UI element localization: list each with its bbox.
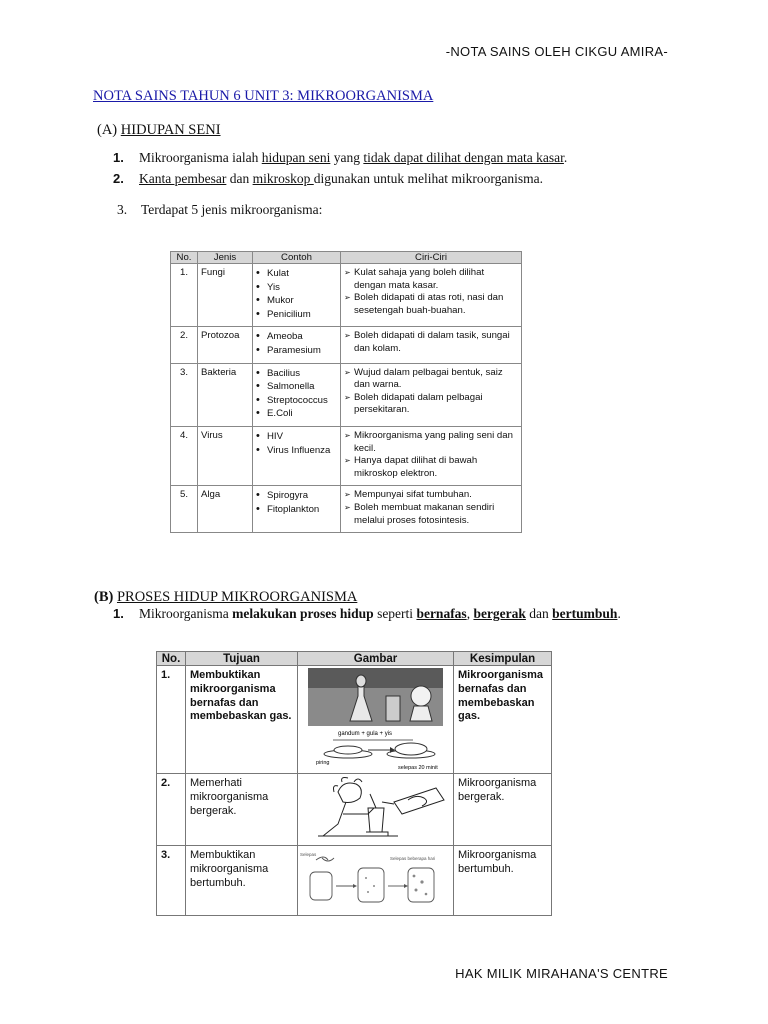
list-number: 2. xyxy=(113,171,124,186)
cell-no: 1. xyxy=(171,264,198,327)
cell-contoh xyxy=(253,486,341,533)
col-header: Contoh xyxy=(253,252,341,264)
list-item: ➢ Kulat sahaja yang boleh dilihat dengan mata kasar. xyxy=(344,267,518,292)
cell-contoh xyxy=(253,426,341,485)
student-microscope-image xyxy=(298,774,454,846)
list-item: ➢ Boleh didapati dalam pelbagai persekitaran. xyxy=(344,392,518,417)
list-item: • Kulat xyxy=(256,267,337,281)
col-header: Gambar xyxy=(298,652,454,666)
table-header-row xyxy=(157,652,552,666)
table-row: 1. Membuktikan mikroorganisma bernafas dan membebaskan gas. gandum + gula + yis piring selepas 20 minit Mikroorganisma bernafas dan membebaskan gas. xyxy=(157,666,552,774)
caption: Selepas xyxy=(300,852,317,857)
list-item: • Mukor xyxy=(256,294,337,308)
section-a-title: HIDUPAN SENI xyxy=(120,122,221,138)
caption: selepas 20 minit xyxy=(398,765,438,771)
table-row xyxy=(171,264,522,327)
cell-jenis: Fungi xyxy=(198,264,253,327)
list-a xyxy=(113,150,567,192)
list-item: ➢ Wujud dalam pelbagai bentuk, saiz dan warna. xyxy=(344,367,518,392)
list-item: • E.Coli xyxy=(256,407,337,421)
cell-jenis: Alga xyxy=(198,486,253,533)
list-item: ➢ Mikroorganisma yang paling seni dan kecil. xyxy=(344,430,518,455)
cell-contoh xyxy=(253,264,341,327)
list-item: ➢ Boleh didapati di dalam tasik, sungai dan kolam. xyxy=(344,330,518,355)
page-title: NOTA SAINS TAHUN 6 UNIT 3: MIKROORGANISMA xyxy=(93,88,434,104)
col-header: Ciri-Ciri xyxy=(341,252,522,264)
list-item: ➢ Hanya dapat dilihat di bawah mikroskop elektron. xyxy=(344,455,518,480)
cell-ciri xyxy=(341,264,522,327)
col-header: Kesimpulan xyxy=(454,652,552,666)
section-b-heading xyxy=(94,589,357,606)
cell-no: 3. xyxy=(171,363,198,426)
list-item: • Virus Influenza xyxy=(256,444,337,458)
list-b-item: 1. Mikroorganisma melakukan proses hidup seperti bernafas, bergerak dan bertumbuh. xyxy=(113,606,621,621)
yeast-balloon-experiment-image xyxy=(298,666,454,774)
page-header: -NOTA SAINS OLEH CIKGU AMIRA- xyxy=(445,44,668,59)
table-row: 3. Membuktikan mikroorganisma bertumbuh. Selepas Selepas beberapa hari Mikroorganisma bertumbuh. xyxy=(157,846,552,916)
cell-jenis: Bakteria xyxy=(198,363,253,426)
table-row: 2. Memerhati mikroorganisma bergerak. Mikroorganisma bergerak. xyxy=(157,774,552,846)
list-text: Kanta pembesar dan mikroskop digunakan untuk melihat mikroorganisma. xyxy=(139,171,543,186)
col-header: Jenis xyxy=(198,252,253,264)
life-process-table xyxy=(156,651,552,916)
cell-ciri xyxy=(341,327,522,363)
col-header: Tujuan xyxy=(186,652,298,666)
cell-no: 5. xyxy=(171,486,198,533)
bread-mould-growth-image xyxy=(298,846,454,916)
col-header: No. xyxy=(171,252,198,264)
cell-no: 2. xyxy=(171,327,198,363)
microorganism-types-table xyxy=(170,251,522,533)
table-row xyxy=(171,426,522,485)
list-item: • Ameoba xyxy=(256,330,337,344)
list-item: • HIV xyxy=(256,430,337,444)
cell-jenis: Virus xyxy=(198,426,253,485)
page-footer: HAK MILIK MIRAHANA'S CENTRE xyxy=(455,966,668,981)
section-b-title: PROSES HIDUP MIKROORGANISMA xyxy=(116,589,358,605)
list-item: • Penicilium xyxy=(256,308,337,322)
caption: piring xyxy=(316,760,330,766)
cell-contoh xyxy=(253,363,341,426)
list-item: ➢ Boleh didapati di atas roti, nasi dan sesetengah buah-buahan. xyxy=(344,292,518,317)
col-header: No. xyxy=(157,652,186,666)
cell-ciri xyxy=(341,363,522,426)
list-item: ➢ Mempunyai sifat tumbuhan. xyxy=(344,489,518,502)
list-item: • Yis xyxy=(256,281,337,295)
list-item: • Spirogyra xyxy=(256,489,337,503)
table-header-row xyxy=(171,252,522,264)
cell-ciri xyxy=(341,426,522,485)
section-a-heading xyxy=(97,122,221,139)
section-a-prefix: (A) xyxy=(97,122,121,138)
cell-jenis: Protozoa xyxy=(198,327,253,363)
cell-ciri xyxy=(341,486,522,533)
list-text: Mikroorganisma ialah hidupan seni yang tidak dapat dilihat dengan mata kasar. xyxy=(139,150,568,165)
cell-no: 4. xyxy=(171,426,198,485)
list-item xyxy=(113,171,567,192)
list-item: • Paramesium xyxy=(256,344,337,358)
section-b-prefix: (B) xyxy=(94,589,117,605)
caption: Selepas beberapa hari xyxy=(390,856,436,861)
list-number: 1. xyxy=(113,150,124,165)
caption: gandum + gula + yis xyxy=(338,731,393,737)
list-item: • Fitoplankton xyxy=(256,503,337,517)
cell-contoh xyxy=(253,327,341,363)
table-row xyxy=(171,327,522,363)
list-item: ➢ Boleh membuat makanan sendiri melalui proses fotosintesis. xyxy=(344,502,518,527)
list-item: • Bacilius xyxy=(256,367,337,381)
table-row xyxy=(171,363,522,426)
list-item: • Salmonella xyxy=(256,380,337,394)
table-row xyxy=(171,486,522,533)
list-item-3: 3. Terdapat 5 jenis mikroorganisma: xyxy=(117,202,323,217)
list-item: • Streptococcus xyxy=(256,394,337,408)
list-item xyxy=(113,150,567,171)
